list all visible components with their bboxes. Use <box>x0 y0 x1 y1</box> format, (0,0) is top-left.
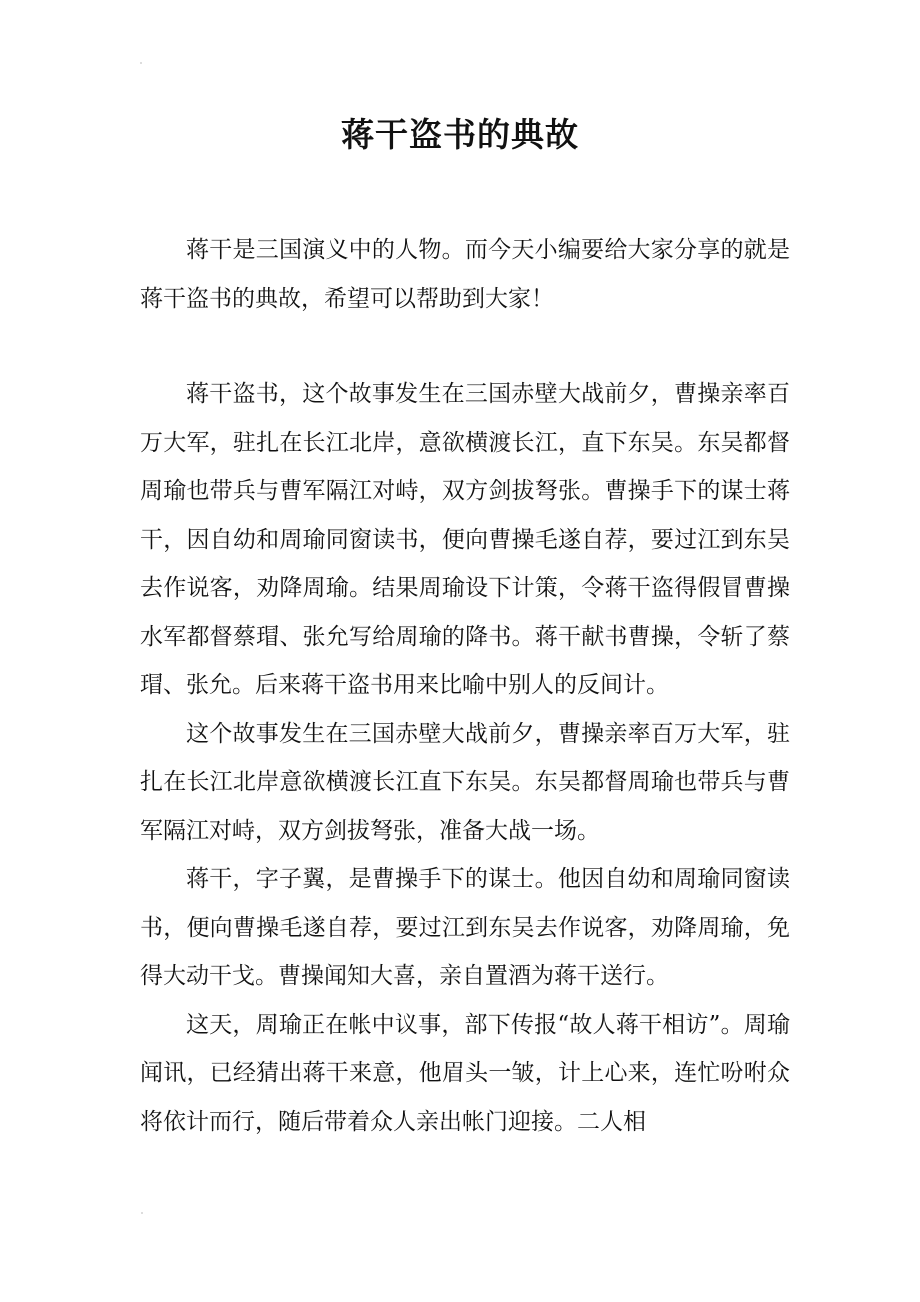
scan-speck <box>140 62 142 64</box>
intro-block <box>140 226 790 323</box>
paragraph: 这天，周瑜正在帐中议事，部下传报“故人蒋干相访”。周瑜闻讯，已经猜出蒋干来意，他眉头一皱，计上心来，连忙吩咐众将依计而行，随后带着众人亲出帐门迎接。二人相 <box>140 1011 790 1135</box>
main-text-block <box>140 370 790 1146</box>
paragraph: 蒋干盗书，这个故事发生在三国赤壁大战前夕，曹操亲率百万大军，驻扎在长江北岸，意欲横渡长江，直下东吴。东吴都督周瑜也带兵与曹军隔江对峙，双方剑拔弩张。曹操手下的谋士蒋干，因自幼和周瑜同窗读书，便向曹操毛遂自荐，要过江到东吴去作说客，劝降周瑜。结果周瑜设下计策，令蒋干盗得假冒曹操水军都督蔡瑁、张允写给周瑜的降书。蒋干献书曹操，令斩了蔡瑁、张允。后来蒋干盗书用来比喻中别人的反间计。 <box>140 381 790 698</box>
paragraph: 蒋干，字子翼，是曹操手下的谋士。他因自幼和周瑜同窗读书，便向曹操毛遂自荐，要过江到东吴去作说客，劝降周瑜，免得大动干戈。曹操闻知大喜，亲自置酒为蒋干送行。 <box>140 866 790 989</box>
intro-paragraph: 蒋干是三国演义中的人物。而今天小编要给大家分享的就是蒋干盗书的典故，希望可以帮助到大家！ <box>140 237 790 312</box>
paragraph: 这个故事发生在三国赤壁大战前夕，曹操亲率百万大军，驻扎在长江北岸意欲横渡长江直下东吴。东吴都督周瑜也带兵与曹军隔江对峙，双方剑拔弩张，准备大战一场。 <box>140 720 790 844</box>
document-title: 蒋干盗书的典故 <box>341 115 579 154</box>
scan-speck <box>141 1212 143 1214</box>
